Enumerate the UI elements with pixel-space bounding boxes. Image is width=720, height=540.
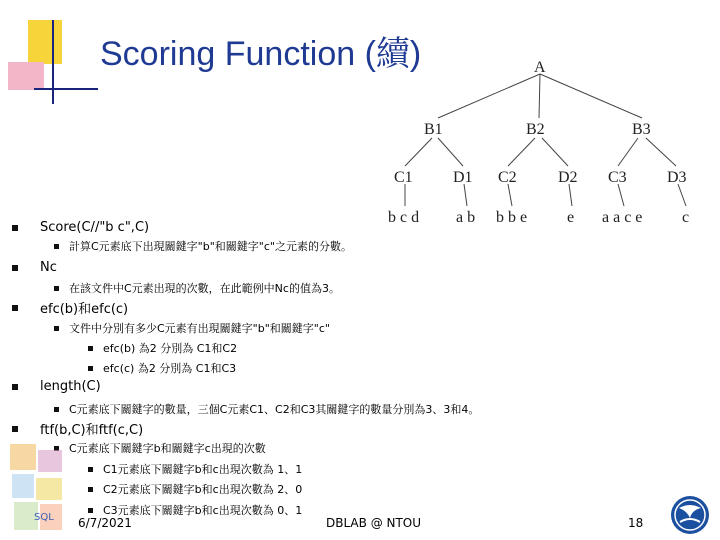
ftf-c2-value: C2元素底下關鍵字b和c出現次數為 2、0 bbox=[103, 483, 303, 496]
tree-node-d2: D2 bbox=[558, 169, 578, 186]
bullet-efc-b bbox=[88, 340, 237, 356]
bullet-efc-c bbox=[88, 360, 236, 376]
tree-leaf-c3: a a c e bbox=[602, 209, 643, 226]
tree-node-b2: B2 bbox=[526, 121, 545, 138]
bullet-length bbox=[12, 379, 101, 394]
tree-leaf-d1: a b bbox=[456, 209, 476, 226]
bullet-efc bbox=[12, 298, 128, 317]
tree-node-b3: B3 bbox=[632, 121, 651, 138]
bullet-marker bbox=[54, 407, 59, 412]
university-logo-icon bbox=[668, 494, 712, 536]
bullet-marker bbox=[12, 225, 18, 231]
bullet-score bbox=[12, 220, 149, 235]
length-description: C元素底下關鍵字的數量，三個C元素C1、C2和C3其關鍵字的數量分別為3、3和4。 bbox=[69, 403, 480, 416]
slide-title: Scoring Function (續) bbox=[100, 35, 422, 73]
efc-b-value: efc(b) 為2 分別為 C1和C2 bbox=[103, 342, 238, 355]
bullet-marker bbox=[88, 508, 93, 513]
bullet-marker bbox=[12, 384, 18, 390]
score-definition: Score(C//"b c",C) bbox=[40, 220, 150, 235]
svg-text:SQL: SQL bbox=[34, 512, 54, 523]
bullet-marker bbox=[88, 366, 93, 371]
page-number: 18 bbox=[628, 516, 644, 530]
tree-node-c1: C1 bbox=[394, 169, 413, 186]
ftf-description: C元素底下關鍵字b和關鍵字c出現的次數 bbox=[69, 442, 266, 455]
efc-description: 文件中分別有多少C元素有出現關鍵字"b"和關鍵字"c" bbox=[69, 322, 330, 335]
tree-leaf-c2: b b e bbox=[496, 209, 528, 226]
bullet-marker bbox=[88, 346, 93, 351]
ftf-c1-value: C1元素底下關鍵字b和c出現次數為 1、1 bbox=[103, 463, 303, 476]
bullet-marker bbox=[12, 305, 18, 311]
nc-term: Nc bbox=[40, 260, 57, 275]
tree-node-d1: D1 bbox=[453, 169, 473, 186]
score-description: 計算C元素底下出現關鍵字"b"和關鍵字"c"之元素的分數。 bbox=[69, 240, 352, 253]
footer-date: 6/7/2021 bbox=[78, 516, 132, 530]
efc-c-value: efc(c) 為2 分別為 C1和C3 bbox=[103, 362, 237, 375]
tree-node-c3: C3 bbox=[608, 169, 627, 186]
nc-description: 在該文件中C元素出現的次數，在此範例中Nc的值為3。 bbox=[69, 282, 340, 295]
tree-node-b1: B1 bbox=[424, 121, 443, 138]
bullet-marker bbox=[54, 286, 59, 291]
tree-leaf-d3: c bbox=[682, 209, 690, 226]
bullet-score-desc bbox=[54, 238, 352, 254]
bullet-marker bbox=[88, 467, 93, 472]
tree-leaf-d2: e bbox=[567, 209, 575, 226]
bullet-nc-desc bbox=[54, 280, 340, 296]
tree-leaf-c1: b c d bbox=[388, 209, 420, 226]
length-term: length(C) bbox=[40, 379, 101, 394]
ftf-term: ftf(b,C)和ftf(c,C) bbox=[40, 423, 144, 438]
bullet-nc bbox=[12, 260, 57, 275]
bullet-marker bbox=[12, 265, 18, 271]
footer-org: DBLAB @ NTOU bbox=[326, 516, 422, 530]
bullet-ftf-c1 bbox=[88, 461, 302, 477]
bullet-ftf-c2 bbox=[88, 481, 302, 497]
bullet-marker bbox=[54, 244, 59, 249]
bullet-ftf bbox=[12, 419, 143, 438]
bullet-marker bbox=[54, 326, 59, 331]
bullet-ftf-desc bbox=[54, 440, 266, 456]
efc-term: efc(b)和efc(c) bbox=[40, 302, 129, 317]
tree-node-d3: D3 bbox=[667, 169, 687, 186]
bullet-marker bbox=[12, 426, 18, 432]
bullet-length-desc bbox=[54, 401, 479, 417]
bullet-marker bbox=[88, 487, 93, 492]
bullet-efc-desc bbox=[54, 320, 330, 336]
tree-node-c2: C2 bbox=[498, 169, 517, 186]
tree-node-a: A bbox=[534, 59, 546, 76]
department-logo-icon bbox=[6, 440, 68, 536]
ftf-c3-value: C3元素底下關鍵字b和c出現次數為 0、1 bbox=[103, 504, 303, 517]
